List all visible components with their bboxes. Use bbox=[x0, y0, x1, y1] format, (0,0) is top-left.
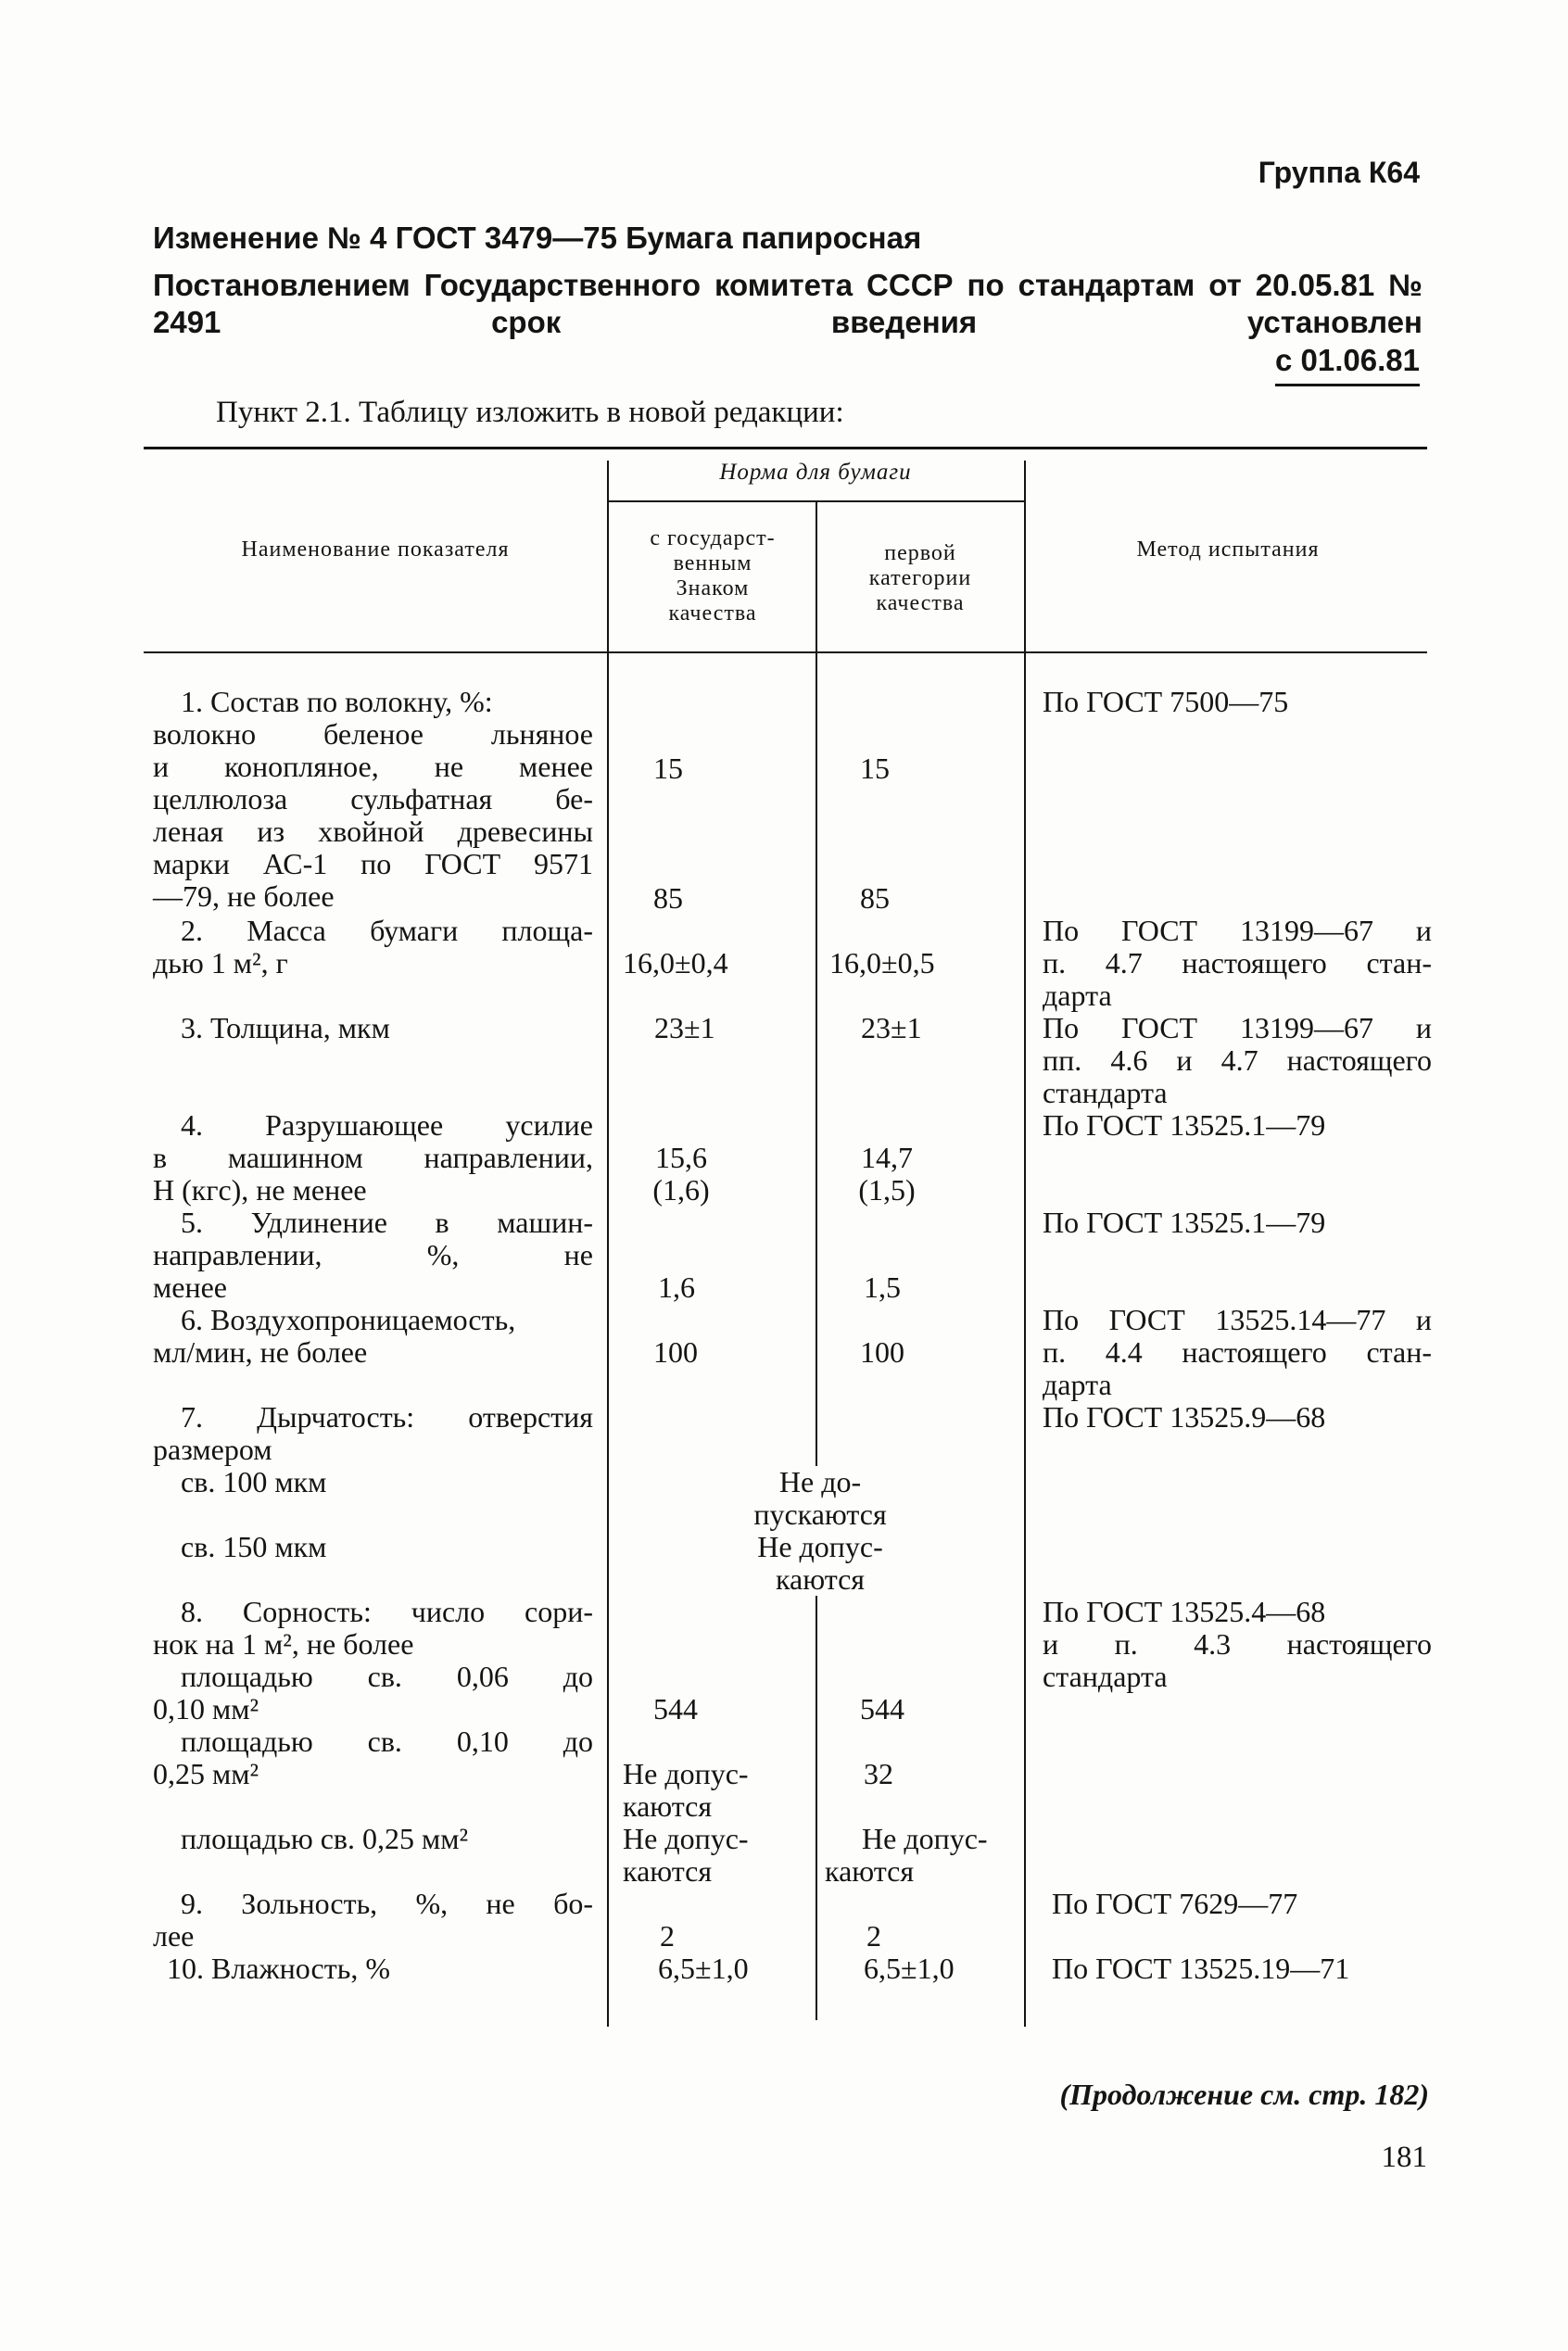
decree-text: Постановлением Государственного комитета СССР по стандартам от 20.05.81 № 2491 срок введения установлен bbox=[153, 268, 1423, 339]
row-5-name: 5. Удлинение в машин- направлении, %, не менее bbox=[153, 1206, 593, 1304]
column-divider-2 bbox=[816, 500, 817, 2020]
row-2-value-state: 16,0±0,4 bbox=[623, 946, 728, 980]
row-10-value-first: 6,5±1,0 bbox=[864, 1952, 955, 1985]
row-6-method: По ГОСТ 13525.14—77 и п. 4.4 настоящего стан- дарта bbox=[1043, 1303, 1432, 1401]
row-7-sub-2-value: Не допус- каются bbox=[704, 1531, 936, 1596]
row-1-value-first-b: 85 bbox=[860, 881, 890, 915]
row-3-method: По ГОСТ 13199—67 и пп. 4.6 и 4.7 настоящего стандарта bbox=[1043, 1011, 1432, 1109]
header-bottom-rule bbox=[144, 651, 1427, 653]
page-number: 181 bbox=[1381, 2141, 1427, 2174]
row-8-sub-1: площадью св. 0,06 до 0,10 мм² bbox=[153, 1660, 593, 1725]
row-9-method: По ГОСТ 7629—77 bbox=[1052, 1887, 1298, 1920]
column-header-norm: Норма для бумаги bbox=[719, 460, 912, 485]
row-8-sub-2: площадью св. 0,10 до 0,25 мм² bbox=[153, 1725, 593, 1790]
row-9-value-first: 2 bbox=[866, 1919, 881, 1953]
table-top-rule bbox=[144, 447, 1427, 449]
row-7-sub-1: св. 100 мкм bbox=[181, 1465, 327, 1498]
row-8-method: По ГОСТ 13525.4—68 и п. 4.3 настоящего стандарта bbox=[1043, 1595, 1432, 1693]
row-5-value-state: 1,6 bbox=[658, 1270, 695, 1304]
row-3-name: 3. Толщина, мкм bbox=[181, 1011, 390, 1044]
row-8-sub-2-value-first: 32 bbox=[864, 1757, 893, 1790]
row-7-sub-2: св. 150 мкм bbox=[181, 1530, 327, 1563]
column-header-state-quality: с государст- венным Знаком качества bbox=[650, 526, 776, 626]
row-1-method: По ГОСТ 7500—75 bbox=[1043, 685, 1289, 718]
row-8-sub-3-value-state: Не допус- каются bbox=[623, 1822, 749, 1888]
row-6-value-state: 100 bbox=[653, 1335, 698, 1369]
row-5-value-first: 1,5 bbox=[864, 1270, 901, 1304]
row-1-value-state-b: 85 bbox=[653, 881, 683, 915]
row-6-name: 6. Воздухопроницаемость, мл/мин, не более bbox=[153, 1303, 516, 1369]
row-3-value-state: 23±1 bbox=[654, 1011, 715, 1044]
row-8-sub-1-value-state: 544 bbox=[653, 1692, 698, 1725]
row-10-value-state: 6,5±1,0 bbox=[658, 1952, 749, 1985]
row-4-value-state: 15,6 (1,6) bbox=[652, 1141, 710, 1207]
row-8-sub-3-value-first: Не допус- каются bbox=[825, 1822, 988, 1888]
row-9-value-state: 2 bbox=[660, 1919, 675, 1953]
effective-date: с 01.06.81 bbox=[1275, 343, 1420, 386]
row-1-value-state-a: 15 bbox=[653, 752, 683, 785]
row-1-name: 1. Состав по волокну, %: волокно беленое льняное и конопляное, не менее целлюлоза сульфатная бе- леная из хвойной древесины марки АС-1 по ГОСТ 9571 —79, не более bbox=[153, 685, 593, 913]
row-1-value-first-a: 15 bbox=[860, 752, 890, 785]
row-6-value-first: 100 bbox=[860, 1335, 904, 1369]
row-4-method: По ГОСТ 13525.1—79 bbox=[1043, 1108, 1326, 1142]
column-divider-1 bbox=[607, 461, 609, 2027]
row-2-method: По ГОСТ 13199—67 и п. 4.7 настоящего стан- дарта bbox=[1043, 914, 1432, 1012]
column-header-first-category: первой категории качества bbox=[868, 541, 972, 615]
column-header-method: Метод испытания bbox=[1136, 537, 1320, 562]
row-8-sub-1-value-first: 544 bbox=[860, 1692, 904, 1725]
row-10-method: По ГОСТ 13525.19—71 bbox=[1052, 1952, 1350, 1985]
row-2-name: 2. Масса бумаги площа- дью 1 м², г bbox=[153, 914, 593, 980]
row-3-value-first: 23±1 bbox=[861, 1011, 922, 1044]
row-4-name: 4. Разрушающее усилие в машинном направлении, Н (кгс), не менее bbox=[153, 1108, 593, 1207]
column-header-indicator: Наименование показателя bbox=[241, 537, 510, 562]
row-8-sub-2-value-state: Не допус- каются bbox=[623, 1757, 749, 1823]
row-9-name: 9. Зольность, %, не бо- лее bbox=[153, 1887, 593, 1953]
row-10-name: 10. Влажность, % bbox=[167, 1952, 390, 1985]
row-7-sub-1-value: Не до- пускаются bbox=[704, 1466, 936, 1531]
row-8-sub-3: площадью св. 0,25 мм² bbox=[181, 1822, 469, 1855]
group-code: Группа К64 bbox=[1258, 156, 1420, 189]
row-5-method: По ГОСТ 13525.1—79 bbox=[1043, 1206, 1326, 1239]
row-4-value-first: 14,7 (1,5) bbox=[858, 1141, 916, 1207]
column-divider-3 bbox=[1024, 461, 1026, 2027]
row-2-value-first: 16,0±0,5 bbox=[829, 946, 935, 980]
change-title: Изменение № 4 ГОСТ 3479—75 Бумага папиросная bbox=[153, 221, 922, 255]
row-7-method: По ГОСТ 13525.9—68 bbox=[1043, 1400, 1326, 1434]
row-8-name: 8. Сорность: число сори- нок на 1 м², не более bbox=[153, 1595, 593, 1661]
clause-text: Пункт 2.1. Таблицу изложить в новой редакции: bbox=[216, 396, 844, 429]
row-7-name: 7. Дырчатость: отверстия размером bbox=[153, 1400, 593, 1466]
continuation-note: (Продолжение см. стр. 182) bbox=[1059, 2078, 1429, 2111]
